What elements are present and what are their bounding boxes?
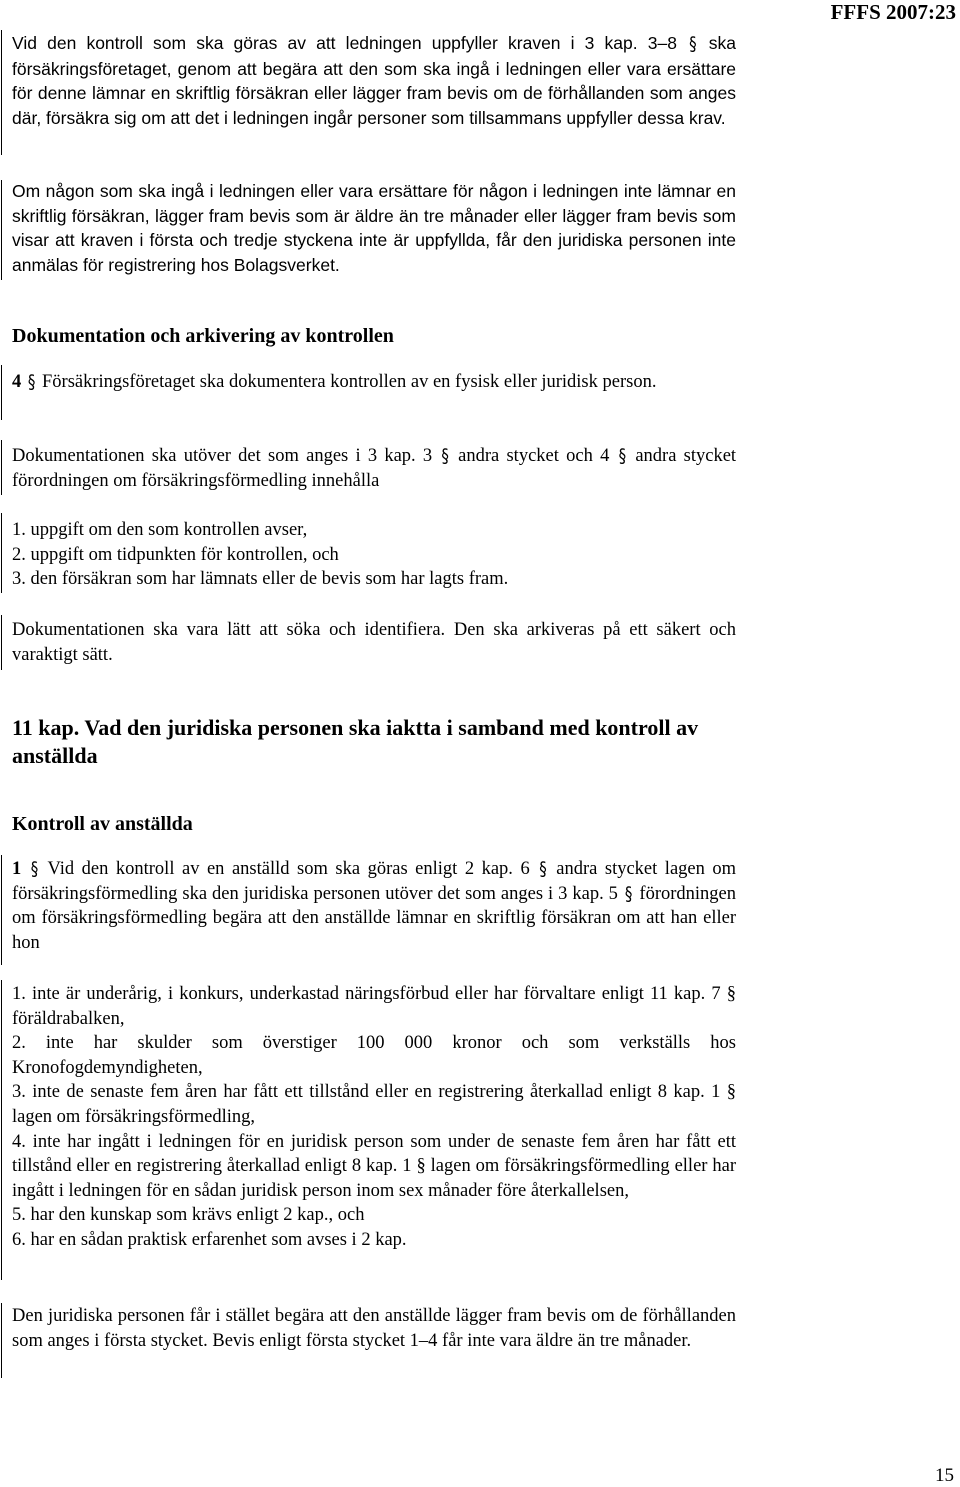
section-number: 4 [12, 372, 22, 392]
paragraph-bevis: Den juridiska personen får i stället begära att den anställde lägger fram bevis om de förhållanden som anges i första stycket. Bevis enligt första stycket 1–4 får inte vara äldre än tre månader. [12, 1306, 736, 1351]
paragraph-text: Dokumentationen ska utöver det som anges i 3 kap. 3 [12, 446, 433, 466]
document-code: FFFS 2007:23 [830, 0, 956, 24]
section-number: 1 [12, 859, 22, 879]
paragraph-arkivering: Dokumentationen ska vara lätt att söka och identifiera. Den ska arkiveras på ett säkert och varaktigt sätt. [12, 620, 736, 665]
change-bar [1, 855, 2, 965]
change-bar [1, 365, 2, 420]
list-item: 5. har den kunskap som krävs enligt 2 kap., och [12, 1205, 365, 1226]
change-bar [1, 1303, 2, 1378]
section-sign: § [30, 857, 39, 881]
paragraph-dokumentation-innehall [12, 444, 736, 493]
change-bar [1, 180, 2, 280]
change-bar [1, 30, 2, 155]
paragraph-text: Vid den kontroll som ska göras av att ledningen uppfyller kraven i 3 kap. 3–8 [12, 33, 677, 53]
list-item: 4. inte har ingått i ledningen för en juridisk person som under de senaste fem åren har fått ett tillstånd eller en registrering återkallad enligt 8 kap. 1 § lagen om försäkringsförmedling eller har ingått i ledningen för en sådan juridisk person inom sex månader före återkallelsen, [12, 1131, 736, 1201]
list-item: 3. inte de senaste fem åren har fått ett tillstånd eller en registrering återkallad enligt 8 kap. 1 § lagen om försäkringsförmedling, [12, 1082, 736, 1127]
section-heading-kontroll: Kontroll av anställda [12, 813, 193, 835]
paragraph-text: andra stycket lagen om försäkringsförmedling ska den juridiska personen utöver det som anges i 3 kap. 5 [12, 859, 737, 904]
paragraph-text: ska försäkringsföretaget, genom att begära att den som ska ingå i ledningen eller vara ersättare för denne lämnar en skriftlig försäkran eller lägger fram bevis om de förhållanden som anges där, försäkra sig om att det i ledningen ingår personer som tillsammans uppfyller dessa krav. [12, 33, 736, 128]
paragraph-4-section [12, 370, 736, 395]
paragraph-anmalan: Om någon som ska ingå i ledningen eller vara ersättare för någon i ledningen inte lämnar en skriftlig försäkran, lägger fram bevis som är äldre än tre månader eller lägger fram bevis som visar att kraven i första och tredje styckena inte är uppfyllda, får den juridiska personen inte anmälas för registrering hos Bolagsverket. [12, 181, 736, 275]
list-item: 3. den försäkran som har lämnats eller de bevis som har lagts fram. [12, 569, 509, 590]
list-item: 2. uppgift om tidpunkten för kontrollen, och [12, 544, 339, 565]
paragraph-text: förordningen om försäkringsförmedling begära att den anställde lämnar en skriftlig försäkran om att han eller hon [12, 883, 736, 953]
paragraph-1-section [12, 857, 736, 955]
forsakran-list [12, 982, 736, 1253]
change-bar [1, 980, 2, 1280]
chapter-number: 11 kap. [12, 715, 80, 740]
change-bar [1, 513, 2, 593]
list-item: 1. inte är underårig, i konkurs, underkastad näringsförbud eller har förvaltare enligt 11 kap. 7 § föräldrabalken, [12, 984, 736, 1029]
page-number: 15 [935, 1465, 954, 1486]
paragraph-text: Försäkringsföretaget ska dokumentera kontrollen av en fysisk eller juridisk person. [42, 372, 657, 392]
paragraph-text: andra stycket förordningen om försäkringsförmedling innehålla [12, 446, 737, 491]
section-sign: § [689, 32, 697, 56]
chapter-heading [12, 714, 736, 770]
documentation-list [12, 518, 736, 592]
list-item: 6. har en sådan praktisk erfarenhet som avses i 2 kap. [12, 1229, 407, 1250]
paragraph-ledningen-kontroll [12, 31, 736, 130]
list-item: 2. inte har skulder som överstiger 100 000 kronor och som verkställs hos Kronofogdemyndigheten, [12, 1033, 736, 1078]
list-item: 1. uppgift om den som kontrollen avser, [12, 520, 308, 540]
section-heading-dokumentation: Dokumentation och arkivering av kontrollen [12, 325, 394, 347]
paragraph-text: Vid den kontroll av en anställd som ska göras enligt 2 kap. 6 [47, 859, 530, 879]
change-bar [1, 615, 2, 670]
section-sign: § [624, 882, 633, 905]
section-sign: § [27, 370, 36, 394]
change-bar [1, 440, 2, 495]
section-sign: § [618, 444, 627, 468]
paragraph-text: andra stycket och 4 [458, 446, 610, 466]
chapter-title: Vad den juridiska personen ska iaktta i samband med kontroll av anställda [12, 715, 699, 768]
section-sign: § [441, 444, 449, 468]
section-sign: § [539, 857, 547, 881]
